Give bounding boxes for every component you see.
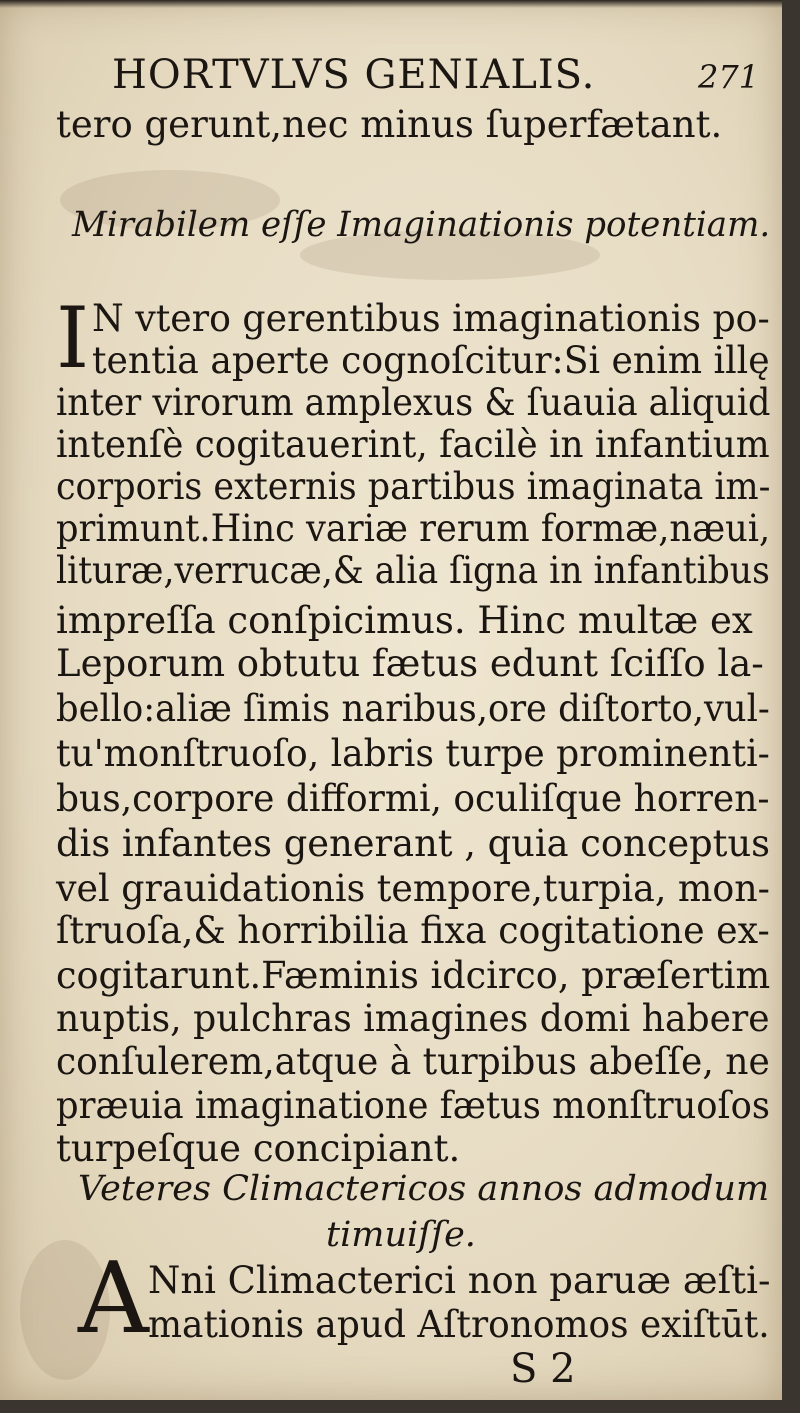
text-line: Leporum obtutu fætus edunt ſciſſo la- (56, 642, 764, 685)
text-line: nuptis, pulchras imagines domi habere (56, 997, 770, 1040)
text-line: N vtero gerentibus imaginationis po- (92, 297, 770, 340)
text-line: primunt.Hinc variæ rerum formæ,næui, (56, 507, 771, 550)
section-heading: Veteres Climactericos annos admodum (78, 1169, 770, 1209)
section-heading: Mirabilem eſſe Imaginationis potentiam. (72, 205, 771, 245)
text-line: intenſè cogitauerint, facilè in infantium (56, 423, 770, 466)
text-line: impreſſa conſpicimus. Hinc multæ ex (56, 599, 753, 642)
drop-cap: I (56, 289, 90, 387)
drop-cap: A (78, 1242, 149, 1356)
text-line: Nni Climacterici non paruæ æſti- (148, 1259, 771, 1302)
text-line: tu'monſtruoſo, labris turpe prominenti- (56, 732, 770, 775)
text-line: lituræ,verrucæ,& alia ſigna in infantibus (56, 549, 770, 592)
text-line: cogitarunt.Fæminis idcirco, præſertim (56, 954, 771, 997)
text-line: mationis apud Aſtronomos exiſtūt. (148, 1303, 770, 1346)
text-line: bus,corpore difformi, oculiſque horren- (56, 777, 770, 820)
text-line: turpeſque concipiant. (56, 1127, 461, 1170)
text-line: corporis externis partibus imaginata im- (56, 465, 771, 508)
text-line: ſtruoſa,& horribilia fixa cogitatione ex- (56, 909, 770, 952)
text-line: dis infantes generant , quia conceptus (56, 822, 771, 865)
page-top-edge (0, 0, 782, 8)
text-line: tentia aperte cognoſcitur:Si enim illę (92, 339, 770, 382)
text-line: præuia imaginatione fætus monſtruoſos (56, 1084, 770, 1127)
continuation-line: tero gerunt,nec minus ſuperfætant. (56, 103, 723, 146)
page-number: 271 (698, 58, 760, 96)
text-line: bello:aliæ ſimis naribus,ore diſtorto,vul- (56, 687, 770, 730)
text-line: inter virorum amplexus & ſuauia aliquid (56, 381, 771, 424)
section-heading-continuation: timuiſſe. (326, 1215, 476, 1255)
signature-mark: S 2 (510, 1346, 576, 1392)
text-line: vel grauidationis tempore,turpia, mon- (56, 867, 770, 910)
text-line: conſulerem,atque à turpibus abeſſe, ne (56, 1040, 770, 1083)
running-head-title: HORTVLVS GENIALIS. (112, 52, 596, 98)
